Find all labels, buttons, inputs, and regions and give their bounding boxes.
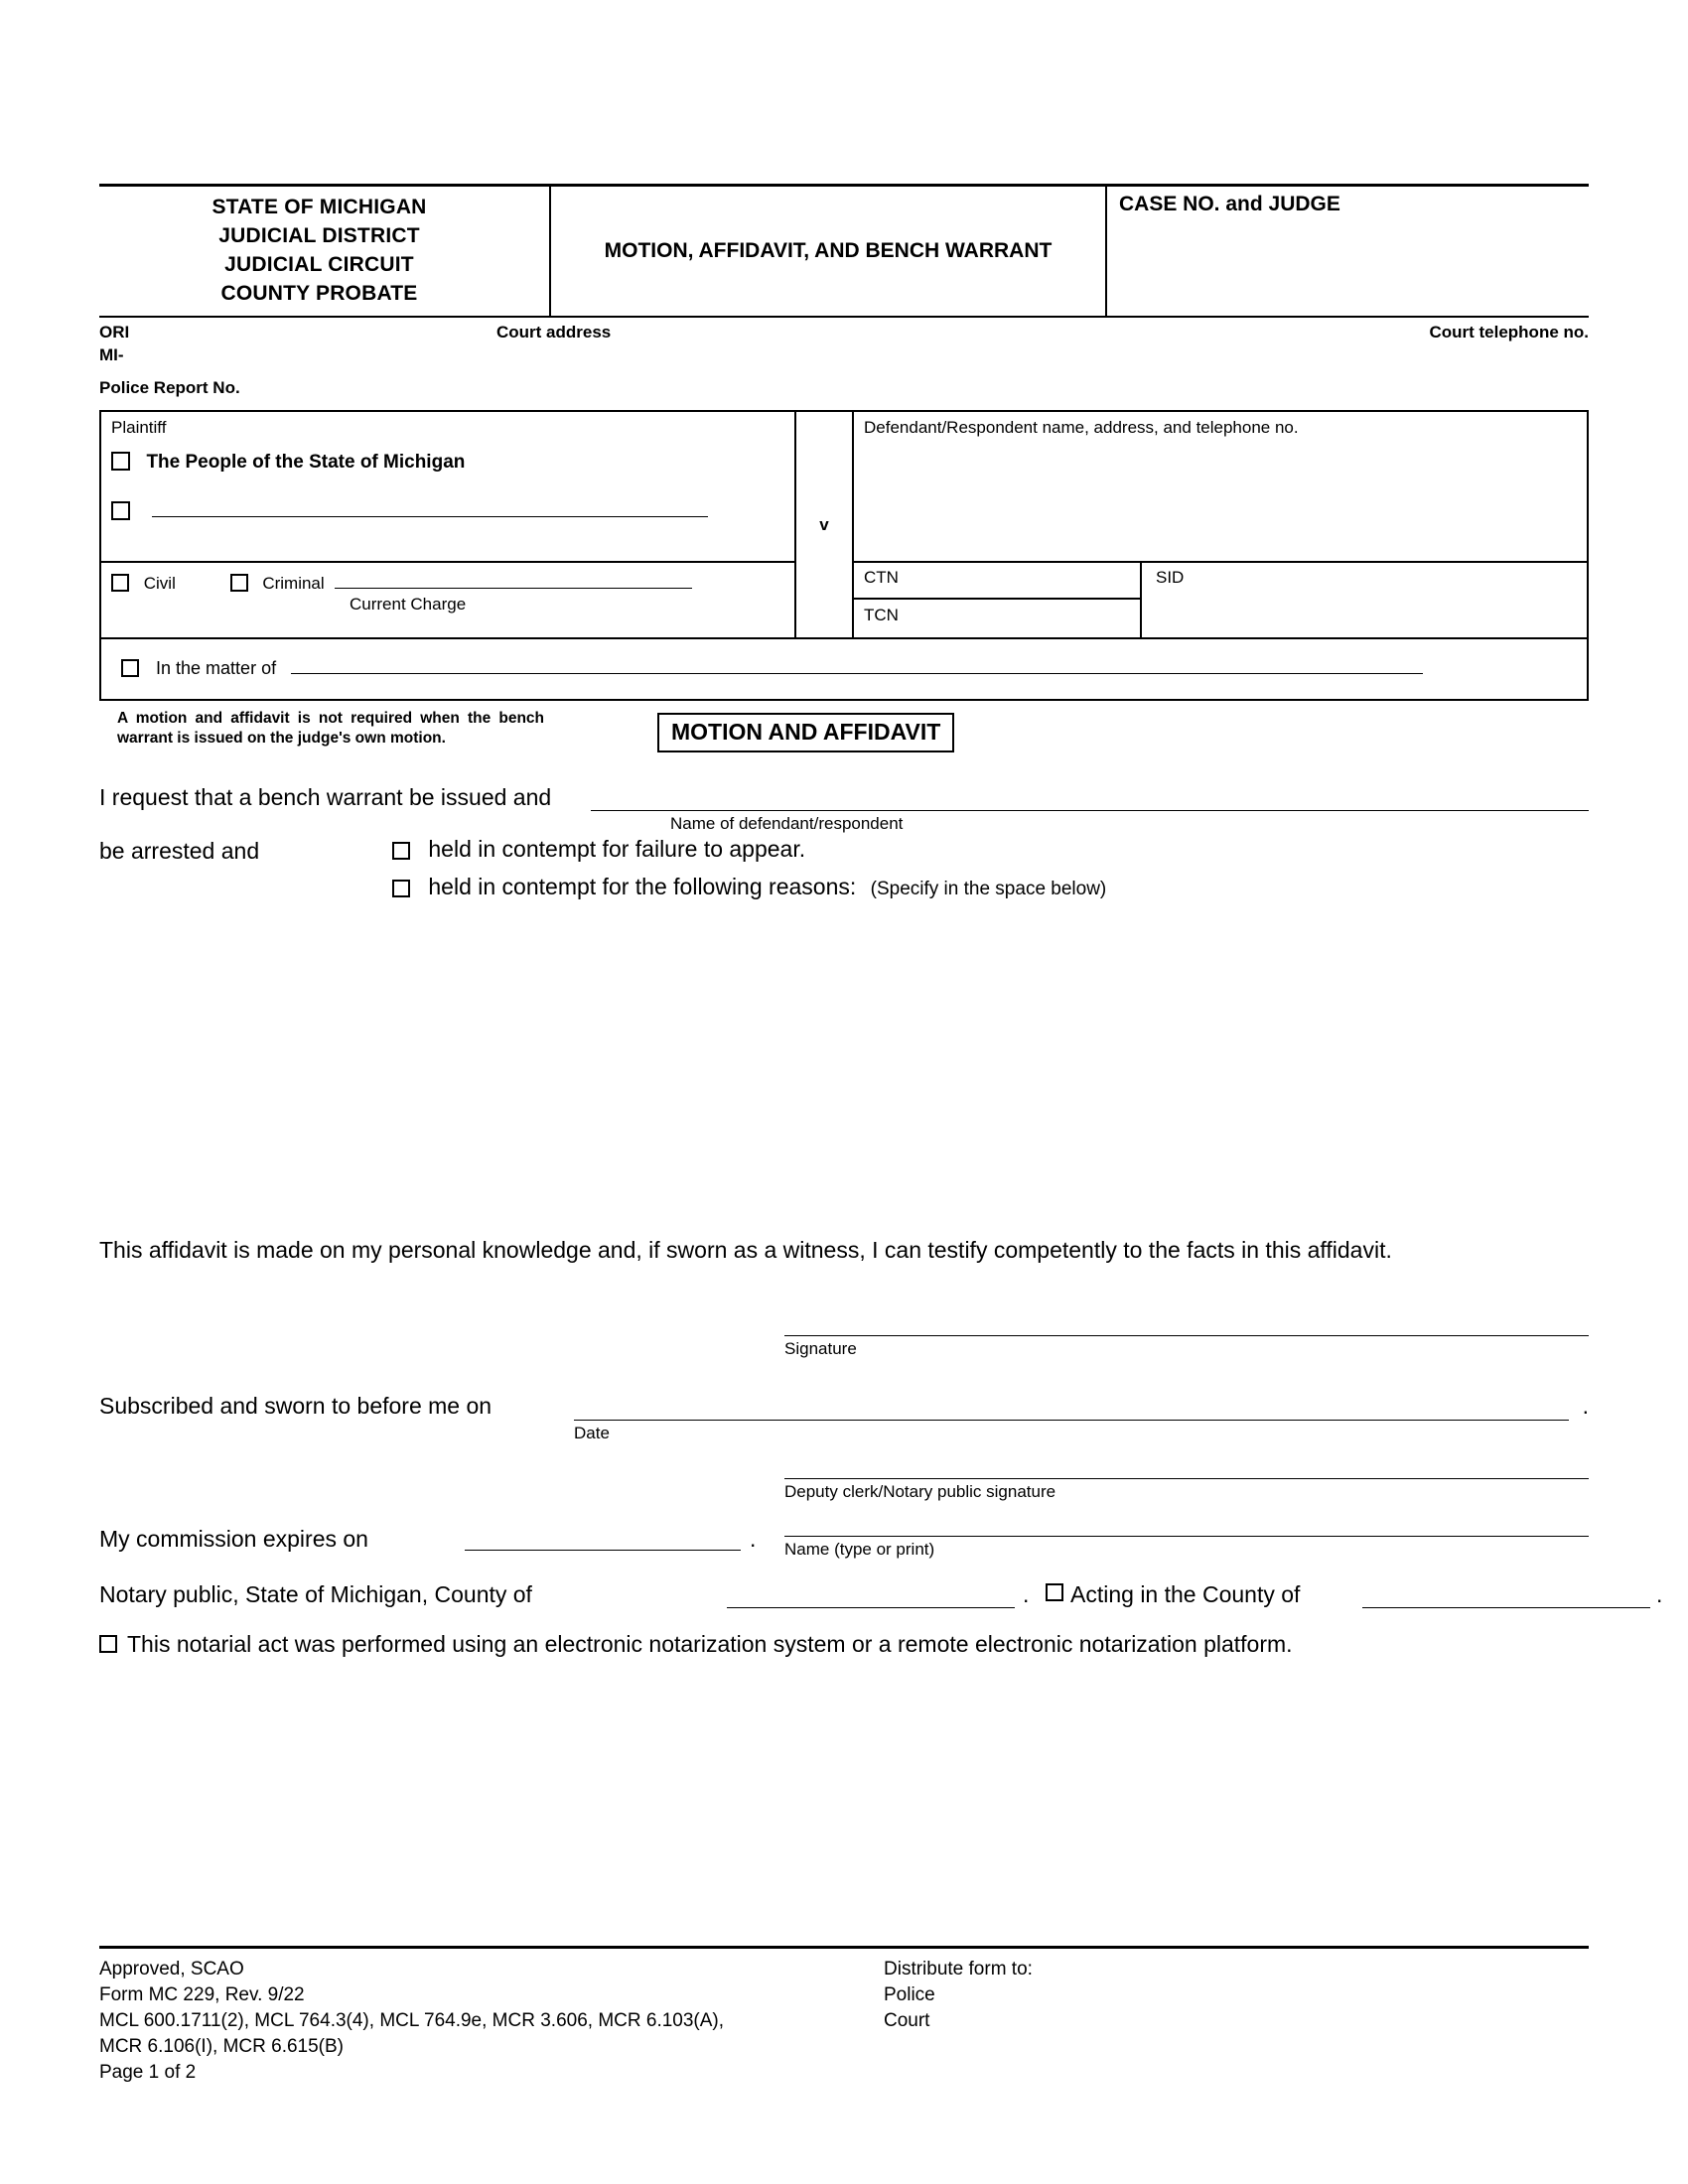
civil-checkbox[interactable] [111,574,129,592]
commission-date-input[interactable] [465,1550,741,1551]
distribute-block [884,1957,1033,2034]
criminal-checkbox[interactable] [230,574,248,592]
deputy-signature-row [99,1464,1589,1516]
subscribed-sworn-row [99,1393,1589,1450]
in-the-matter-checkbox[interactable] [121,659,139,677]
state-line-1: STATE OF MICHIGAN [211,196,427,218]
in-the-matter-row [99,639,1589,701]
distribute-police: Police [884,1984,935,2005]
plaintiff-section [101,412,796,637]
commission-row [99,1516,1589,1571]
distribute-label: Distribute form to: [884,1959,1033,1979]
signature-caption: Signature [784,1339,857,1358]
plaintiff-other-checkbox[interactable] [111,501,130,520]
case-type-cell [101,563,794,637]
electronic-notary-checkbox[interactable] [99,1635,117,1653]
state-line-2: JUDICIAL DISTRICT [218,224,420,247]
contempt-failure-label: held in contempt for failure to appear. [428,836,806,862]
deputy-signature-caption: Deputy clerk/Notary public signature [784,1482,1056,1501]
ori-label: ORI [99,323,130,341]
ctn-field[interactable] [854,563,1140,600]
arrest-lead-text: be arrested and [99,838,260,864]
request-text: I request that a bench warrant be issued and [99,784,552,810]
note-and-section-title [99,707,1589,768]
in-the-matter-label: In the matter of [156,658,277,678]
ctn-sid-tcn-row [854,563,1587,637]
commission-text: My commission expires on [99,1526,368,1552]
notary-state-text: Notary public, State of Michigan, County of [99,1581,532,1607]
reasons-writing-area[interactable] [99,921,1589,1224]
defendant-label: Defendant/Respondent name, address, and telephone no. [864,418,1299,437]
contempt-failure-checkbox[interactable] [392,842,410,860]
affidavit-paragraph: This affidavit is made on my personal knowledge and, if sworn as a witness, I can testify competently to the facts in this affidavit. [99,1237,1392,1263]
notary-name-caption: Name (type or print) [784,1540,935,1559]
commission-period: . [750,1526,757,1552]
case-no-label: CASE NO. and JUDGE [1119,193,1340,215]
plaintiff-label: Plaintiff [111,418,167,437]
signature-row [99,1315,1589,1375]
tcn-field[interactable] [854,600,1140,625]
acting-in-county-label: Acting in the County of [1070,1581,1301,1607]
contempt-reasons-note: (Specify in the space below) [870,879,1107,899]
current-charge-caption: Current Charge [350,595,467,614]
ori-row [99,318,1589,351]
police-report-label[interactable]: Police Report No. [99,378,240,397]
motion-and-affidavit-title: MOTION AND AFFIDAVIT [657,713,954,752]
bench-warrant-note: A motion and affidavit is not required when the bench warrant is issued on the judge's own motion. [117,710,544,747]
court-address-label: Court address [496,323,612,341]
electronic-notary-label: This notarial act was performed using an electronic notarization system or a remote electronic notarization platform. [127,1631,1293,1657]
acting-in-county-checkbox[interactable] [1046,1583,1063,1601]
versus-label: v [796,412,854,637]
footer-page-number: Page 1 of 2 [99,2062,197,2083]
people-of-state-label: The People of the State of Michigan [146,452,466,473]
form-footer [99,1946,1589,2086]
sworn-period: . [1582,1393,1589,1419]
acting-county-input[interactable] [1362,1607,1650,1608]
defendant-section [854,412,1587,637]
footer-citations-1: MCL 600.1711(2), MCL 764.3(4), MCL 764.9e, MCR 3.606, MCR 6.103(A), [99,2010,725,2031]
footer-citations-2: MCR 6.106(I), MCR 6.615(B) [99,2036,345,2057]
footer-form-no: Form MC 229, Rev. 9/22 [99,1984,305,2005]
notary-period-1: . [1023,1581,1030,1607]
notary-period-2: . [1656,1581,1663,1607]
court-telephone-label: Court telephone no. [1429,323,1589,341]
motion-body [99,784,1663,1669]
form-title: MOTION, AFFIDAVIT, AND BENCH WARRANT [604,239,1053,262]
contempt-reasons-label: held in contempt for the following reasons: [428,874,857,899]
sid-label: SID [1156,568,1185,587]
plaintiff-other-input[interactable] [152,499,708,517]
ctn-label: CTN [864,568,899,587]
case-no-cell[interactable] [1107,187,1589,316]
form-header [99,184,1589,318]
distribute-court: Court [884,2010,930,2031]
request-row [99,784,1589,832]
footer-approved: Approved, SCAO [99,1959,244,1979]
current-charge-input[interactable] [335,571,692,589]
state-line-3: JUDICIAL CIRCUIT [224,253,414,276]
defendant-name-input[interactable] [591,810,1589,811]
defendant-name-caption: Name of defendant/respondent [670,814,904,833]
people-of-state-checkbox[interactable] [111,452,130,471]
notary-name-input[interactable] [784,1536,1589,1537]
ctn-tcn-column [854,563,1142,637]
notary-county-row [99,1581,1663,1623]
form-page [99,184,1663,1669]
form-title-cell [551,187,1107,316]
in-the-matter-input[interactable] [291,656,1423,674]
contempt-failure-option[interactable] [392,836,805,863]
deputy-signature-input[interactable] [784,1478,1589,1479]
criminal-label: Criminal [262,574,325,593]
civil-label: Civil [143,574,176,593]
electronic-notary-row[interactable] [99,1631,1589,1669]
defendant-cell[interactable] [854,412,1587,563]
arrest-options [99,832,1589,921]
subscribed-sworn-text: Subscribed and sworn to before me on [99,1393,492,1419]
contempt-reasons-checkbox[interactable] [392,880,410,897]
state-line-4: COUNTY PROBATE [220,282,418,305]
contempt-reasons-option[interactable] [392,874,1106,900]
signature-input[interactable] [784,1335,1589,1336]
ori-mi-prefix[interactable]: MI- [99,345,124,364]
sid-field[interactable] [1142,563,1587,637]
sworn-date-input[interactable] [574,1420,1569,1421]
court-identification [99,187,551,316]
party-block [99,410,1589,639]
plaintiff-cell [101,412,794,563]
sworn-date-caption: Date [574,1424,610,1442]
tcn-label: TCN [864,606,899,624]
notary-county-input[interactable] [727,1607,1015,1608]
